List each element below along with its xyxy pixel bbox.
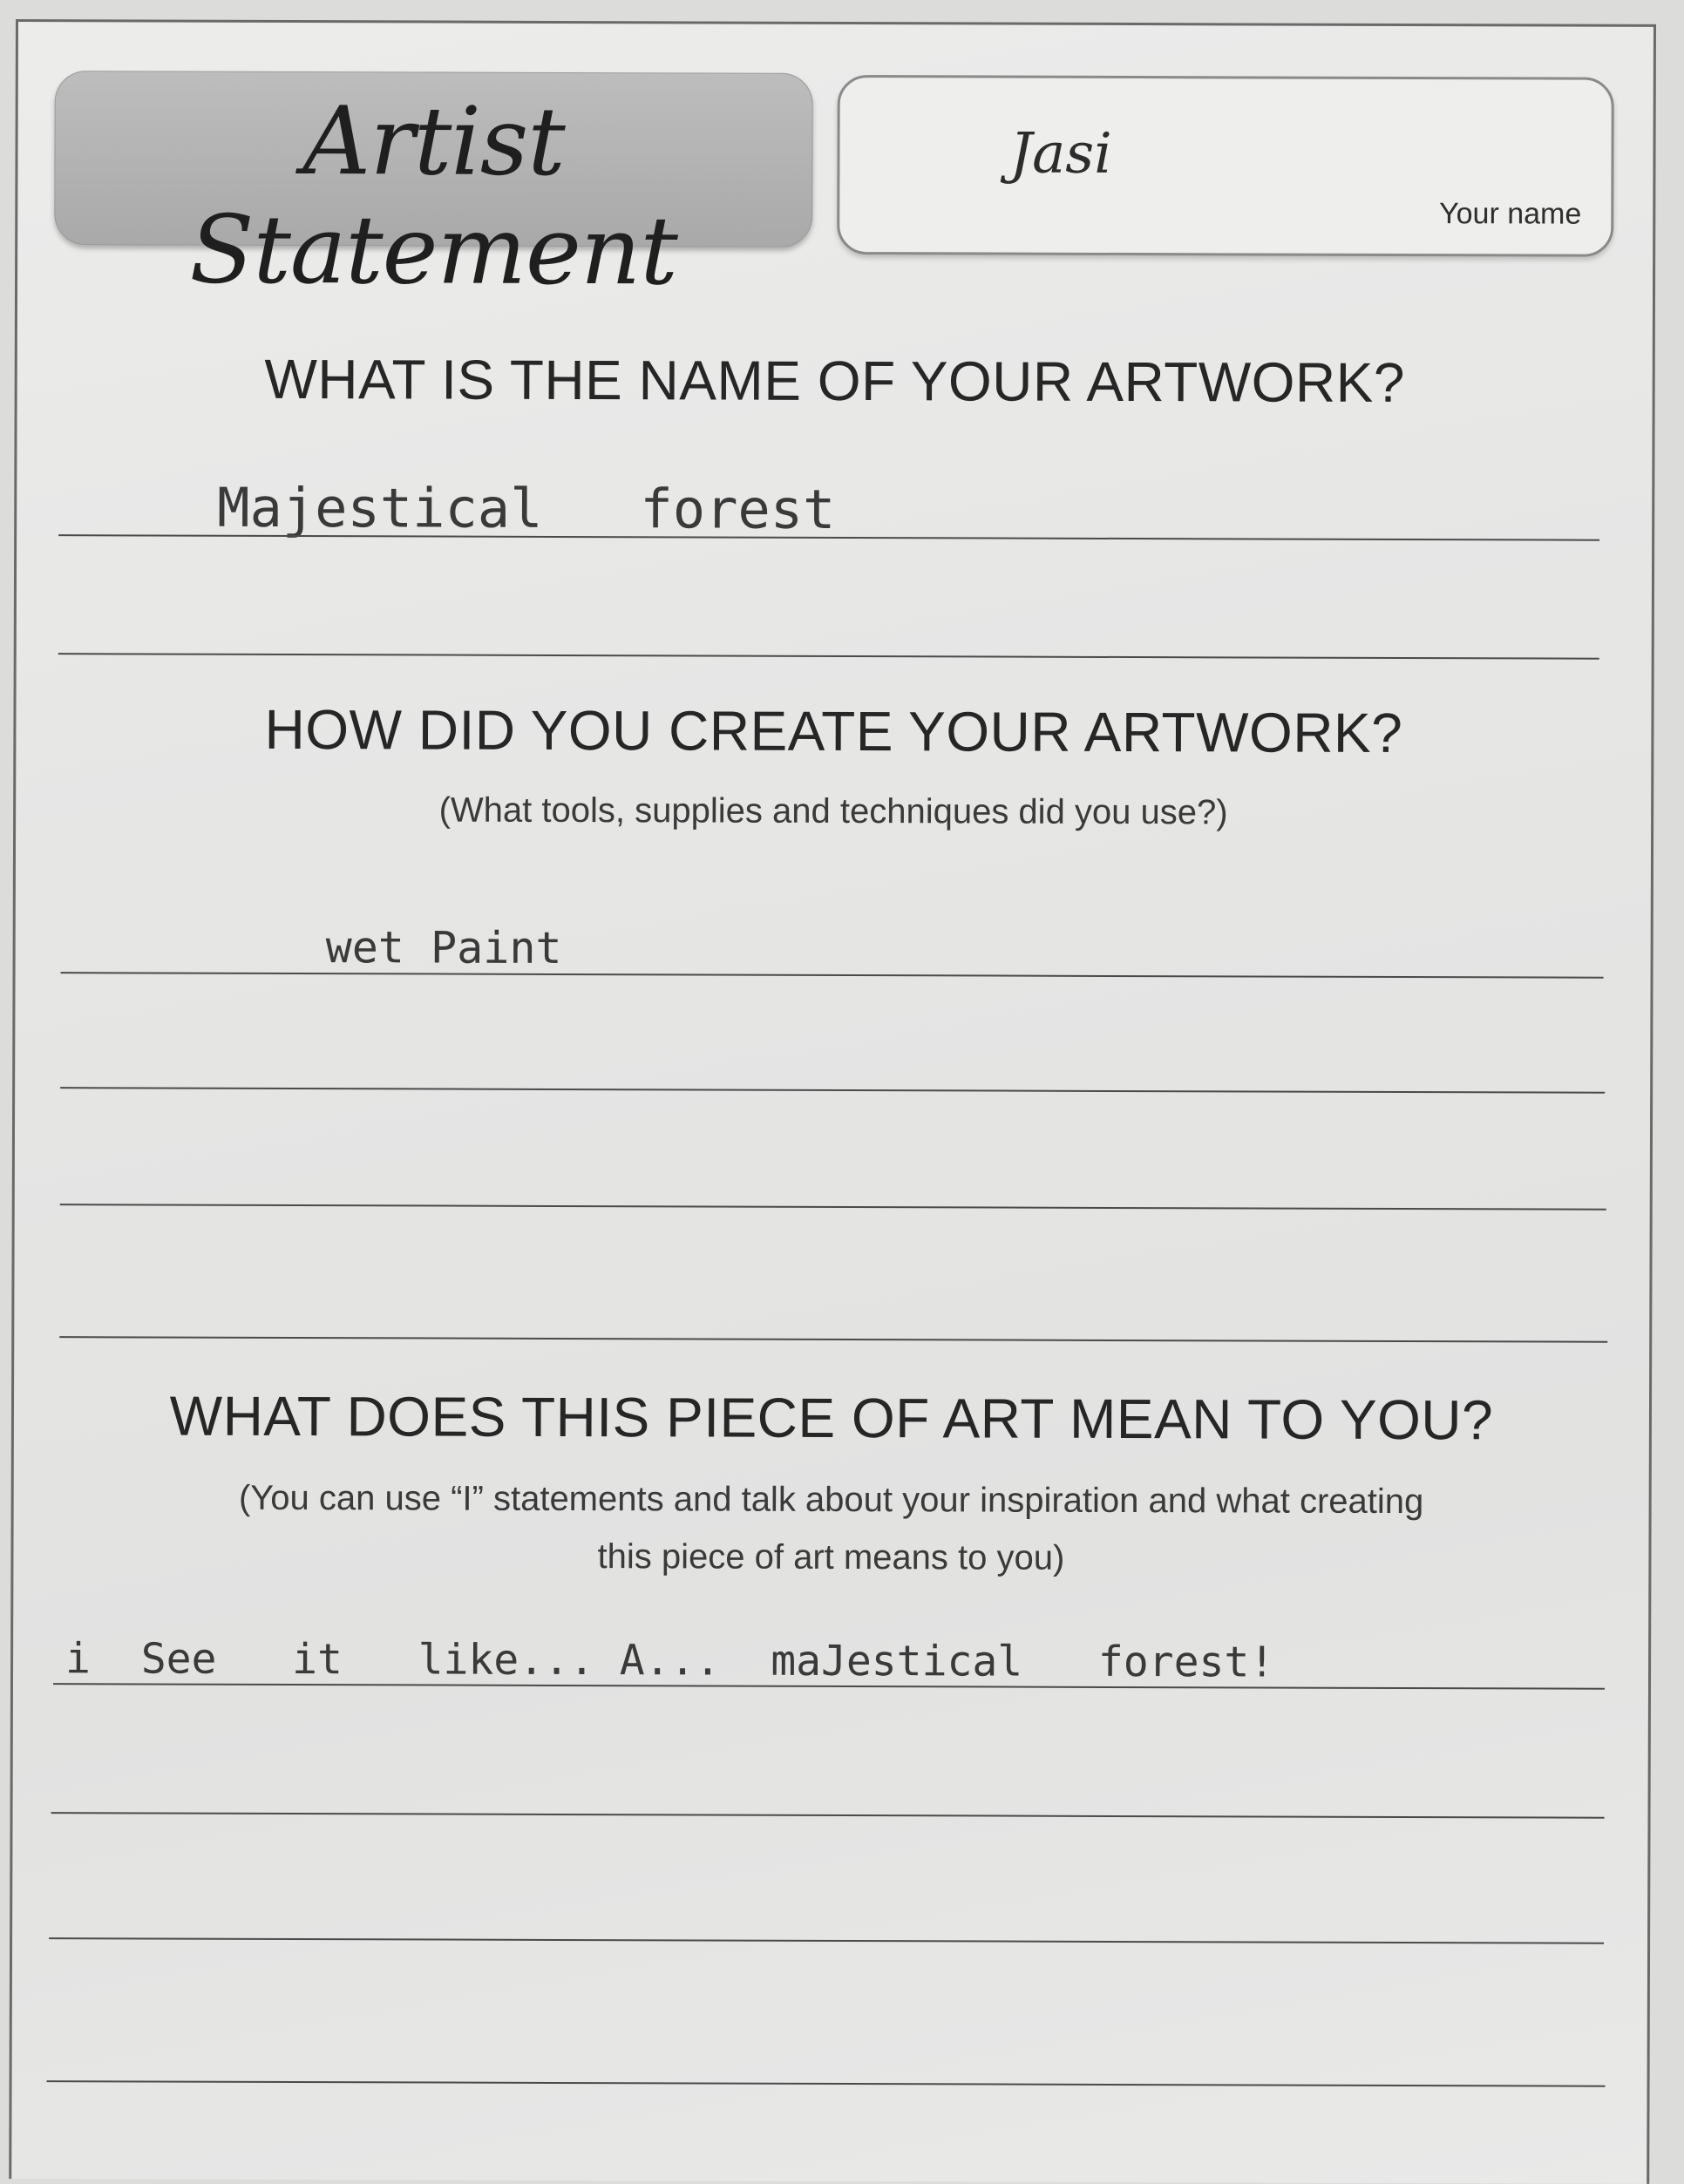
title-banner [54,71,813,307]
hint-meaning-line-2: this piece of art means to you) [597,1537,1065,1577]
question-artwork-name: WHAT IS THE NAME OF YOUR ARTWORK? [264,347,1406,415]
name-field-label: Your name [1439,197,1582,231]
student-name: Jasi [1009,121,1112,187]
answer-line [59,1336,1607,1343]
answer-line [61,972,1604,979]
answer-line [60,1204,1606,1211]
answer-line [60,1087,1605,1094]
answer-line [47,2080,1606,2087]
answer-line [58,653,1599,660]
hint-meaning-line-1: (You can use “I” statements and talk about your inspiration and what creating [238,1478,1424,1522]
name-field[interactable] [837,75,1614,257]
worksheet-page [9,19,1656,2184]
answer-artwork-name: Majestical forest [217,475,836,541]
question-meaning: WHAT DOES THIS PIECE OF ART MEAN TO YOU? [169,1384,1494,1452]
answer-meaning: i See it like... A... maJestical forest! [65,1634,1275,1687]
worksheet-title: Artist Statement [189,87,678,307]
question-how-created: HOW DID YOU CREATE YOUR ARTWORK? [264,697,1403,765]
answer-how-created: wet Paint [325,922,562,973]
hint-how-created: (What tools, supplies and techniques did you use?) [438,790,1228,832]
answer-line [51,1812,1605,1819]
answer-line [49,1937,1604,1944]
